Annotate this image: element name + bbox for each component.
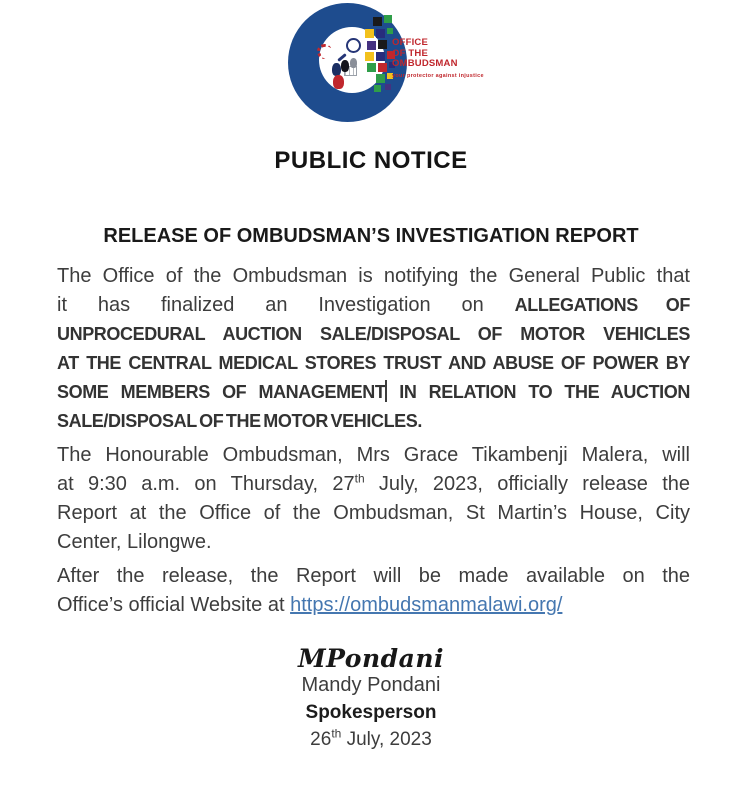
text-run: it has finalized an Investigation on [57,294,515,316]
notice-paragraph-2 [57,441,690,557]
text-run: UNPROCEDURAL AUCTION SALE/DISPOSAL OF MOTOR VEHICLES [57,324,690,344]
text-line [57,262,690,291]
signatory-name: Mandy Pondani [301,674,441,696]
text-run: Report at the Office of the Ombudsman, St Martin’s House, City [57,502,690,524]
logo-org-name-line: OFFICE [392,37,429,48]
text-run: Center, Lilongwe. [57,531,212,553]
text-line [57,349,690,378]
logo-org-name-line: OF THE [392,47,429,59]
text-run: SOME MEMBERS OF MANAGEMENT [57,382,386,402]
text-run: Office’s official Website at [57,594,291,616]
mosaic-square [385,84,391,90]
text-run: IN RELATION TO THE AUCTION [386,382,690,402]
superscript-ordinal: th [354,471,365,486]
date-rest: July, 2023 [341,729,432,750]
logo-tagline: your protector against injustice [392,73,484,79]
text-run: ALLEGATIONS OF [514,295,690,315]
text-line [57,320,690,349]
signature-script: MPondani [297,644,444,673]
text-line [57,499,690,528]
mosaic-square [365,29,374,38]
signatory-role: Spokesperson [305,702,437,723]
mosaic-square [378,40,387,49]
person-figure-red [333,75,344,89]
logo-org-name [392,38,458,70]
magnifier-icon [346,38,361,53]
text-run: SALE/DISPOSAL OF THE MOTOR VEHICLES. [57,411,422,431]
text-run: The Honourable Ombudsman, Mrs Grace Tikambenji Malera, will [57,444,690,466]
notice-body [0,262,742,620]
text-run: at 9:30 a.m. on Thursday, 27 [57,473,355,495]
text-run: July, 2023, officially release the [364,473,690,495]
mosaic-square [376,74,385,83]
logo-org-name-line: OMBUDSMAN [392,58,458,69]
text-line [57,528,690,557]
mosaic-square [367,41,376,50]
date-day: 26 [310,729,332,750]
text-run: The Office of the Ombudsman is notifying the General Public that [57,265,690,287]
text-line [57,407,690,436]
mosaic-square [387,28,393,34]
person-figure [341,60,349,72]
text-line [57,291,690,320]
text-run: AT THE CENTRAL MEDICAL STORES TRUST AND ABUSE OF POWER BY [57,353,690,373]
page-title: PUBLIC NOTICE [274,147,468,174]
notice-paragraph-3 [57,562,690,620]
text-line [57,562,690,591]
mosaic-square [374,85,381,92]
mosaic-square [378,63,387,72]
mosaic-square [384,15,392,23]
text-line [57,591,690,620]
notice-heading: RELEASE OF OMBUDSMAN’S INVESTIGATION REPORT [103,225,639,247]
website-link[interactable]: https://ombudsmanmalawi.org/ [290,594,563,616]
signature-block [0,646,742,753]
mosaic-square [376,29,385,38]
mosaic-square [367,63,376,72]
mosaic-square [373,17,382,26]
mosaic-square [365,52,374,61]
text-line [57,470,690,499]
ombudsman-logo [0,0,742,125]
mosaic-square [376,52,385,61]
text-line [57,378,690,407]
text-line [57,441,690,470]
person-figure [350,58,357,68]
date-ordinal: th [331,726,342,741]
notice-paragraph-1 [57,262,690,436]
signature-date [0,726,742,753]
text-run: After the release, the Report will be made available on the [57,565,690,587]
